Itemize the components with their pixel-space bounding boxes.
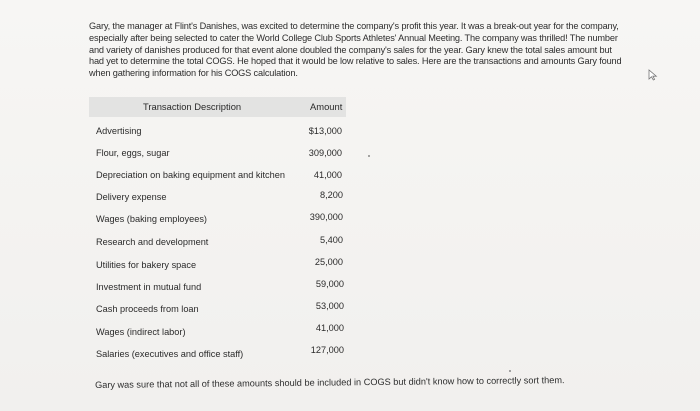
row-amount: 41,000	[313, 170, 342, 180]
mouse-pointer-icon	[648, 69, 658, 81]
row-amount: 127,000	[310, 345, 344, 355]
row-description: Delivery expense	[96, 192, 167, 202]
table-row	[96, 347, 356, 361]
row-description: Investment in mutual fund	[96, 282, 202, 292]
column-header-description: Transaction Description	[143, 101, 242, 112]
row-description: Depreciation on baking equipment and kitchen	[96, 170, 285, 180]
row-description: Flour, eggs, sugar	[96, 148, 170, 158]
table-header	[89, 97, 346, 117]
intro-paragraph: Gary, the manager at Flint's Danishes, was excited to determine the company's profit this year. It was a break-out year for the company, especially after being selected to cater the World College Club Sports Athletes' Annual Meeting. The company was thrilled! The number and variety of danishes produced for that event alone doubled the company's sales for the year. Gary knew the total sales amount but had yet to determine the total COGS. He hoped that it would be low relative to sales. Here are the transactions and amounts Gary found when gathering information for his COGS calculation.	[89, 21, 622, 79]
row-description: Research and development	[96, 237, 209, 247]
table-row	[96, 190, 356, 204]
table-row	[96, 280, 356, 294]
table-row	[96, 235, 356, 249]
table-row	[96, 146, 356, 160]
row-description: Utilities for bakery space	[96, 260, 197, 270]
row-description: Salaries (executives and office staff)	[96, 349, 244, 359]
table-row	[96, 325, 356, 339]
table-row	[96, 212, 356, 226]
row-amount: 25,000	[314, 257, 343, 267]
row-description: Advertising	[96, 126, 142, 136]
row-amount: 59,000	[315, 279, 344, 289]
row-amount: 8,200	[320, 190, 343, 200]
table-row	[96, 168, 356, 182]
screen-speck	[509, 370, 511, 372]
row-description: Wages (indirect labor)	[96, 327, 186, 337]
table-row	[96, 258, 356, 272]
row-amount: 53,000	[315, 301, 344, 311]
table-row	[96, 302, 356, 316]
column-header-amount: Amount	[310, 101, 343, 112]
row-amount: 309,000	[308, 148, 342, 158]
row-description: Wages (baking employees)	[96, 214, 207, 224]
footer-note: Gary was sure that not all of these amounts should be included in COGS but didn't know how to correctly sort them.	[95, 375, 565, 390]
row-amount: 390,000	[309, 212, 343, 222]
screen-speck	[368, 155, 370, 157]
table-row	[96, 124, 356, 138]
row-amount: 41,000	[315, 323, 344, 333]
row-amount: 5,400	[320, 235, 343, 245]
row-description: Cash proceeds from loan	[96, 304, 199, 314]
row-amount: $13,000	[308, 126, 342, 136]
